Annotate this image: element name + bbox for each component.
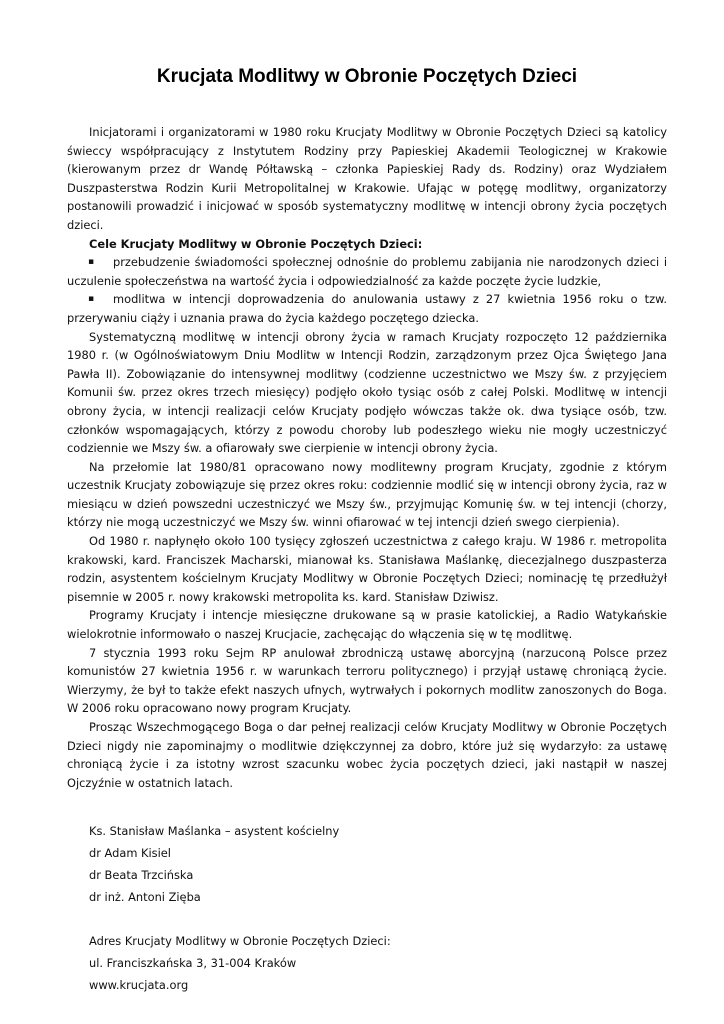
- square-bullet-icon: ▪: [88, 294, 95, 305]
- signatures-block: [67, 820, 667, 908]
- body-paragraph: Programy Krucjaty i intencje miesięczne drukowane są w prasie katolickiej, a Radio Watykańskie wielokrotnie informowało o naszej Krucjacie, zachęcając do włączenia się w tę modlitwę.: [67, 608, 667, 642]
- body-paragraph: 7 stycznia 1993 roku Sejm RP anulował zbrodniczą ustawę aborcyjną (narzuconą Polsce przez komunistów 27 kwietnia 1956 r. w warunkach terroru politycznego) i przyjął ustawę chroniącą życie. Wierzymy, że był to także efekt naszych ufnych, wytrwałych i pokornych modlitw zanoszonych do Boga. W 2006 roku opracowano nowy program Krucjaty.: [67, 645, 667, 716]
- body-paragraph: Prosząc Wszechmogącego Boga o dar pełnej realizacji celów Krucjaty Modlitwy w Obronie Poczętych Dzieci nigdy nie zapominajmy o modlitwie dziękczynnej za dobro, które już się wydarzyło: za ustawę chroniącą życie i za istotny wzrost szacunku wobec życia poczętych dzieci, jaki nastąpił w naszej Ojczyźnie w ostatnich latach.: [67, 720, 667, 790]
- address-website: www.krucjata.org: [89, 978, 189, 993]
- address-block: [67, 930, 667, 996]
- list-item: [67, 253, 667, 290]
- address-heading: Adres Krucjaty Modlitwy w Obronie Poczętych Dzieci:: [89, 934, 391, 949]
- address-street: ul. Franciszkańska 3, 31-004 Kraków: [89, 956, 297, 971]
- goals-heading: Cele Krucjaty Modlitwy w Obronie Poczętych Dzieci:: [89, 236, 423, 251]
- signature-line: Ks. Stanisław Maślanka – asystent kościelny: [89, 824, 340, 839]
- goal-text: przebudzenie świadomości społecznej odnośnie do problemu zabijania nie narodzonych dzieci i uczulenie społeczeństwa na wartość życia i odpowiedzialność za każde poczęte życie ludzkie,: [67, 255, 667, 288]
- page-title: Krucjata Modlitwy w Obronie Poczętych Dzieci: [156, 66, 578, 87]
- signature-line: dr Beata Trzcińska: [89, 868, 194, 883]
- goal-text: modlitwa w intencji doprowadzenia do anulowania ustawy z 27 kwietnia 1956 roku o tzw. przerywaniu ciąży i uznania prawa do życia każdego poczętego dziecka.: [67, 292, 667, 325]
- signature-line: dr Adam Kisiel: [89, 846, 171, 861]
- body-paragraph: Na przełomie lat 1980/81 opracowano nowy modlitewny program Krucjaty, zgodnie z którym uczestnik Krucjaty zobowiązuje się przez okres roku: codziennie modlić się w intencji obrony życia, raz w miesiącu w dzień powszedni uczestniczyć we Mszy św., przyjmując Komunię św. w tej intencji (chorzy, którzy nie mogą uczestniczyć we Mszy św. winni ofiarować w tej intencji dzień swego cierpienia).: [67, 459, 667, 530]
- goals-list: [67, 253, 667, 327]
- intro-paragraph: Inicjatorami i organizatorami w 1980 roku Krucjaty Modlitwy w Obronie Poczętych Dzieci są katolicy świeccy współpracujący z Instytutem Rodziny przy Papieskiej Akademii Teologicznej w Krakowie (kierowanym przez dr Wandę Półtawską – członka Papieskiej Rady ds. Rodziny) oraz Wydziałem Duszpasterstwa Rodzin Kurii Metropolitalnej w Krakowie. Ufając w potęgę modlitwy, organizatorzy postanowili prowadzić i inicjować w sposób systematyczny modlitwę w intencji obrony życia poczętych dzieci.: [67, 125, 667, 232]
- body-paragraph: Od 1980 r. napłynęło około 100 tysięcy zgłoszeń uczestnictwa z całego kraju. W 1986 r. metropolita krakowski, kard. Franciszek Macharski, mianował ks. Stanisława Maślankę, diecezjalnego duszpasterza rodzin, asystentem kościelnym Krucjaty Modlitwy w Obronie Poczętych Dzieci; nominację tę przedłużył pisemnie w 2005 r. nowy krakowski metropolita ks. kard. Stanisław Dziwisz.: [67, 534, 667, 604]
- square-bullet-icon: ▪: [88, 257, 95, 268]
- body-paragraph: Systematyczną modlitwę w intencji obrony życia w ramach Krucjaty rozpoczęto 12 października 1980 r. (w Ogólnoświatowym Dniu Modlitw w Intencji Rodzin, zarządzonym przez Ojca Świętego Jana Pawła II). Zobowiązanie do intensywnej modlitwy (codzienne uczestnictwo we Mszy św. z przyjęciem Komunii św. przez okres trzech miesięcy) podjęło około tysiąc osób z całej Polski. Modlitwę w intencji obrony życia, w intencji realizacji celów Krucjaty podjęło wówczas także ok. dwa tysiące osób, tzw. członków wspomagających, którzy z powodu choroby lub podeszłego wieku nie mogły uczestniczyć codziennie we Mszy św. a ofiarowały swe cierpienie w intencji obrony życia.: [67, 329, 667, 456]
- list-item: [67, 290, 667, 327]
- signature-line: dr inż. Antoni Zięba: [89, 890, 201, 905]
